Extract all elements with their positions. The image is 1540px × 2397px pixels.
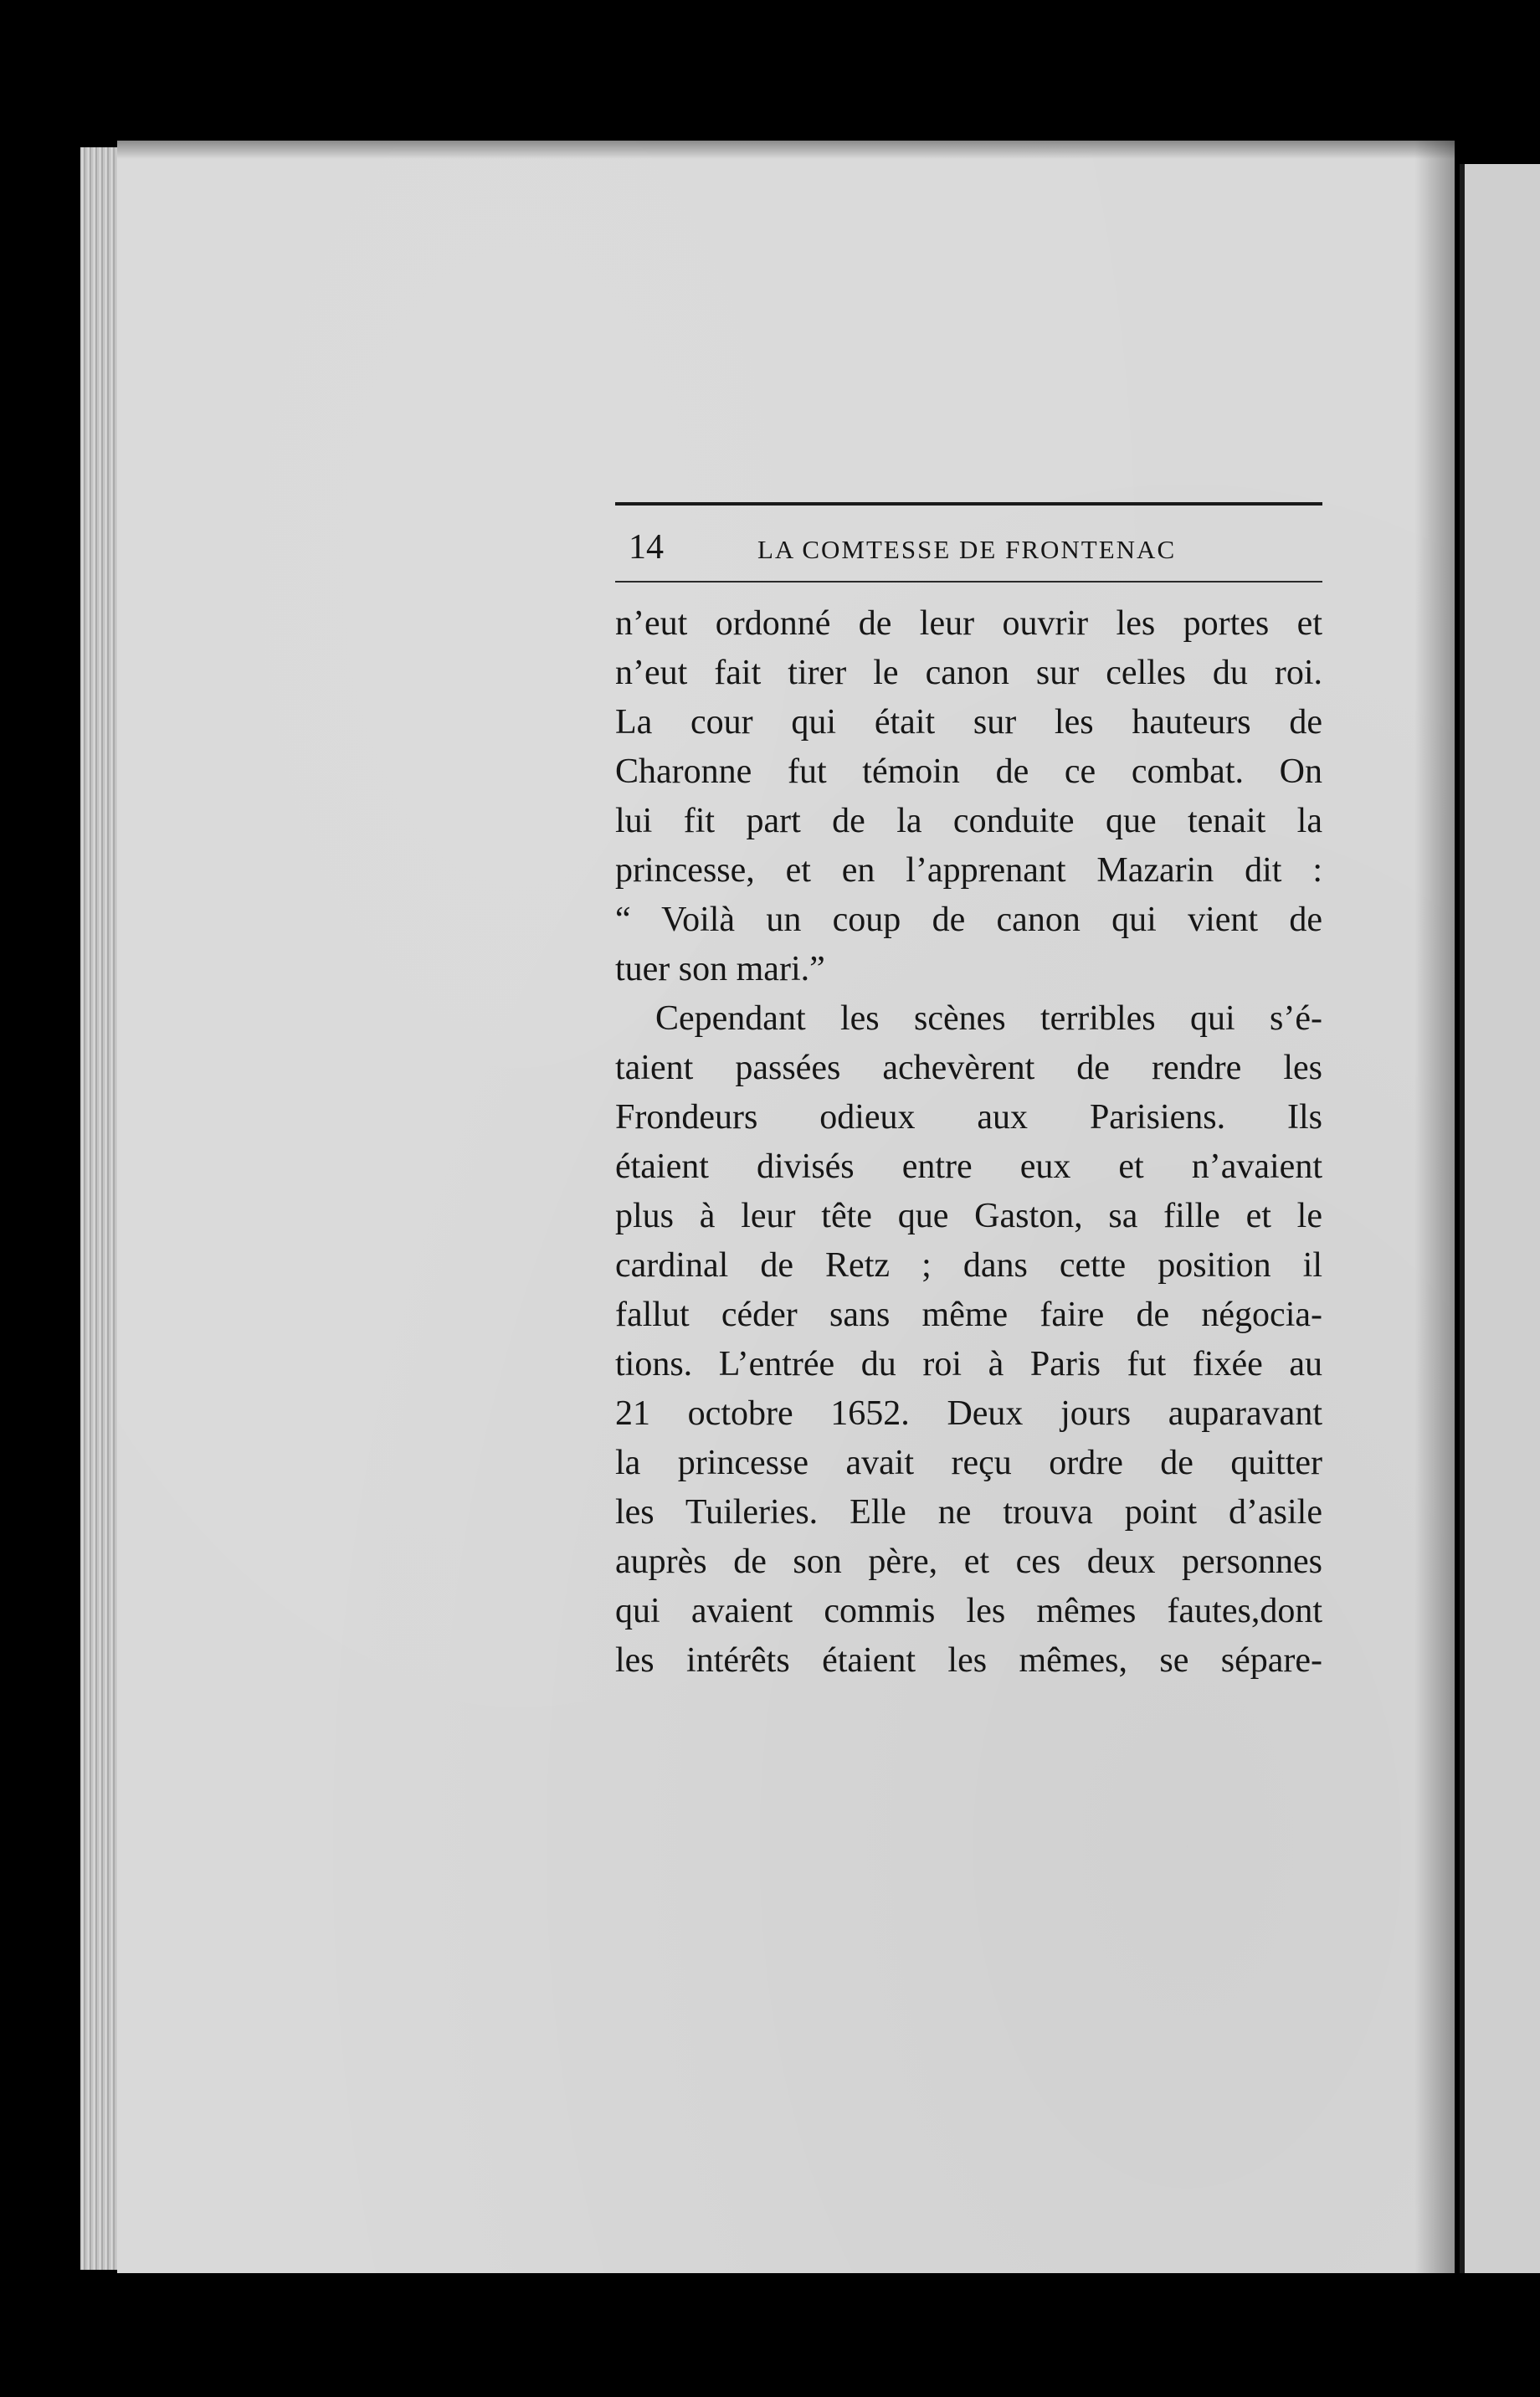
text-line: princesse, et en l’apprenant Mazarin dit : bbox=[615, 851, 1322, 890]
paragraph-2 bbox=[615, 994, 1322, 1686]
text-line: auprès de son père, et ces deux personnes bbox=[615, 1542, 1322, 1581]
text-line: les intérêts étaient les mêmes, se sépare- bbox=[615, 1641, 1322, 1680]
text-line: tuer son mari.” bbox=[615, 950, 825, 988]
page-top-shadow bbox=[117, 134, 1455, 159]
text-line: La cour qui était sur les hauteurs de bbox=[615, 703, 1322, 742]
text-line: taient passées achevèrent de rendre les bbox=[615, 1049, 1322, 1087]
adjacent-page bbox=[1460, 164, 1540, 2273]
running-title: LA COMTESSE DE FRONTENAC bbox=[757, 535, 1177, 564]
text-line: “ Voilà un coup de canon qui vient de bbox=[615, 901, 1322, 939]
page-text-block bbox=[615, 502, 1322, 1686]
text-line: Frondeurs odieux aux Parisiens. Ils bbox=[615, 1098, 1322, 1137]
text-line: étaient divisés entre eux et n’avaient bbox=[615, 1147, 1322, 1186]
page-number: 14 bbox=[629, 528, 664, 567]
text-line: tions. L’entrée du roi à Paris fut fixée au bbox=[615, 1345, 1322, 1383]
text-line: n’eut fait tirer le canon sur celles du roi. bbox=[615, 654, 1322, 692]
header-rule-bottom bbox=[615, 581, 1322, 583]
gutter-shadow bbox=[1414, 141, 1460, 2273]
text-line: les Tuileries. Elle ne trouva point d’asile bbox=[615, 1493, 1322, 1532]
text-line: 21 octobre 1652. Deux jours auparavant bbox=[615, 1394, 1322, 1433]
text-line: n’eut ordonné de leur ouvrir les portes et bbox=[615, 604, 1322, 643]
text-line: qui avaient commis les mêmes fautes,dont bbox=[615, 1592, 1322, 1630]
page-edges bbox=[80, 147, 121, 2270]
text-line: Charonne fut témoin de ce combat. On bbox=[615, 752, 1322, 791]
text-line: lui fit part de la conduite que tenait la bbox=[615, 802, 1322, 840]
text-line: plus à leur tête que Gaston, sa fille et le bbox=[615, 1197, 1322, 1235]
text-line: fallut céder sans même faire de négocia- bbox=[615, 1296, 1322, 1334]
running-head bbox=[615, 526, 1322, 569]
text-line: la princesse avait reçu ordre de quitter bbox=[615, 1444, 1322, 1482]
header-rule-top bbox=[615, 502, 1322, 506]
paragraph-1 bbox=[615, 599, 1322, 994]
text-line: Cependant les scènes terribles qui s’é- bbox=[655, 999, 1322, 1038]
text-line: cardinal de Retz ; dans cette position il bbox=[615, 1246, 1322, 1285]
